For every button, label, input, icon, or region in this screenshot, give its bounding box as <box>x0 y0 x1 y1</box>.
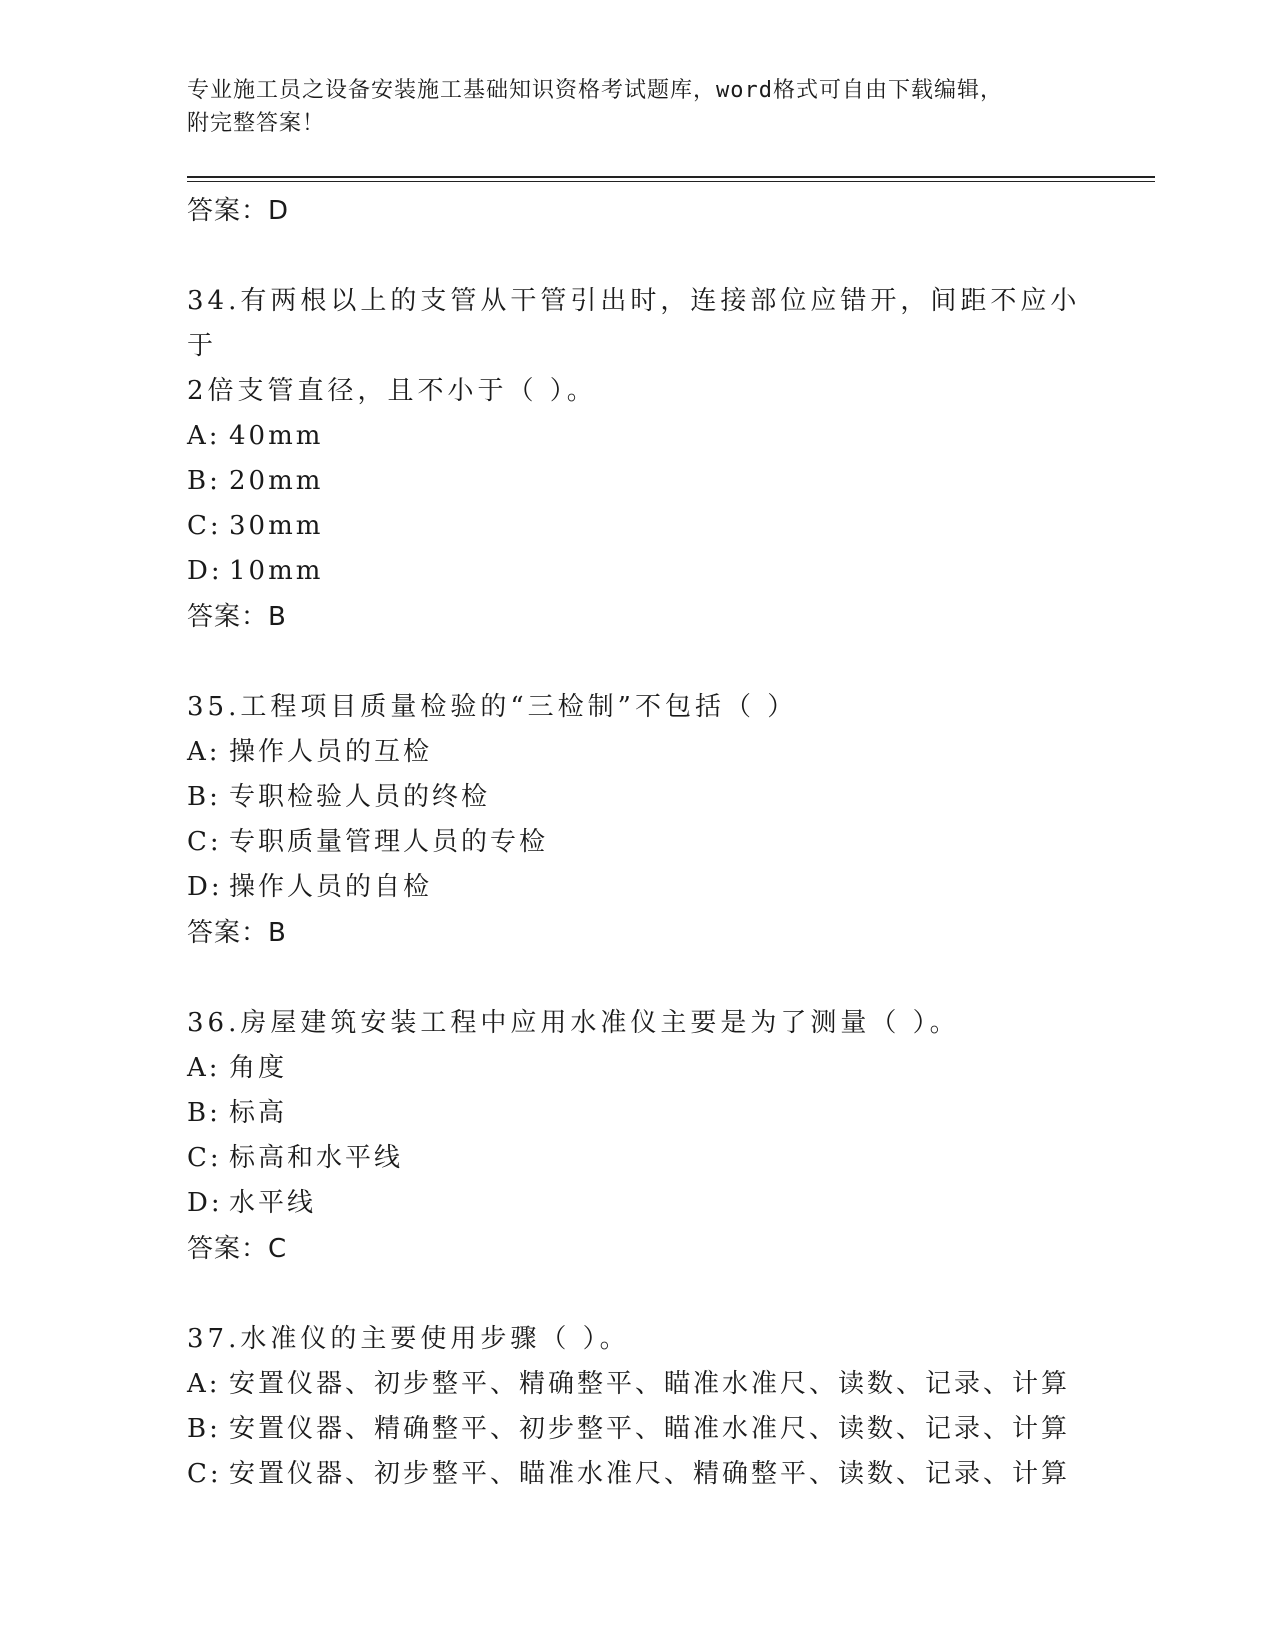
question-37 <box>187 1317 1087 1497</box>
question-stem-line-2: 2倍支管直径，且不小于（ ）。 <box>187 376 597 406</box>
option-b: B: 20mm <box>187 466 324 496</box>
question-number: 34. <box>187 286 241 316</box>
question-number: 37. <box>187 1324 241 1354</box>
option-c: C: 30mm <box>187 511 324 541</box>
option-a: A: 安置仪器、初步整平、精确整平、瞄准水准尺、读数、记录、计算 <box>187 1369 1071 1399</box>
option-d: D: 10mm <box>187 556 324 586</box>
option-c: C: 标高和水平线 <box>187 1143 404 1173</box>
question-stem-line-1: 有两根以上的支管从干管引出时，连接部位应错开，间距不应小于 <box>187 286 1081 361</box>
option-c: C: 安置仪器、初步整平、瞄准水准尺、精确整平、读数、记录、计算 <box>187 1459 1071 1489</box>
question-stem-line-1: 工程项目质量检验的“三检制”不包括（ ） <box>240 692 798 722</box>
question-34 <box>187 279 1087 640</box>
option-b: B: 专职检验人员的终检 <box>187 782 491 812</box>
question-36-text <box>187 1001 1087 1046</box>
question-number: 36. <box>187 1008 241 1038</box>
option-a: A: 角度 <box>187 1053 288 1083</box>
option-b: B: 安置仪器、精确整平、初步整平、瞄准水准尺、读数、记录、计算 <box>187 1414 1071 1444</box>
answer-q33: 答案：D <box>187 196 290 226</box>
question-36 <box>187 1001 1087 1272</box>
question-34-text <box>187 279 1087 414</box>
option-b: B: 标高 <box>187 1098 288 1128</box>
question-stem-line-1: 水准仪的主要使用步骤（ ）。 <box>240 1324 630 1354</box>
answer-q34: 答案：B <box>187 602 287 632</box>
header-line-1: 专业施工员之设备安装施工基础知识资格考试题库，word格式可自由下载编辑， <box>187 78 1003 103</box>
question-stem-line-1: 房屋建筑安装工程中应用水准仪主要是为了测量（ ）。 <box>240 1008 960 1038</box>
document-header <box>187 74 1067 140</box>
option-c: C: 专职质量管理人员的专检 <box>187 827 549 857</box>
answer-q35: 答案：B <box>187 918 287 948</box>
question-35 <box>187 685 1087 956</box>
answer-q36: 答案：C <box>187 1234 288 1264</box>
question-37-text <box>187 1317 1087 1362</box>
question-35-text <box>187 685 1087 730</box>
option-a: A: 操作人员的互检 <box>187 737 433 767</box>
header-divider-thick <box>187 176 1155 178</box>
option-a: A: 40mm <box>187 421 324 451</box>
question-number: 35. <box>187 692 241 722</box>
header-divider-thin <box>187 181 1155 182</box>
option-d: D: 水平线 <box>187 1188 317 1218</box>
option-d: D: 操作人员的自检 <box>187 872 433 902</box>
header-line-2: 附完整答案！ <box>187 111 326 136</box>
question-list <box>187 188 1087 1497</box>
